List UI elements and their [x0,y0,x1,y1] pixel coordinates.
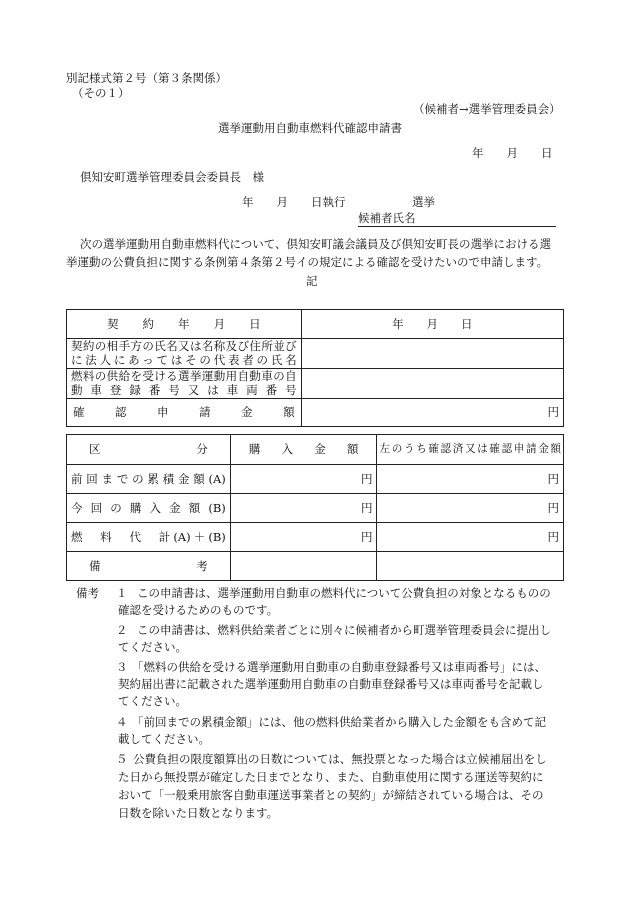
note-line: 「前回までの累積金額」には、他の燃料供給業者から購入した金額をも含めて記 [132,715,546,729]
note-line: てください。 [118,694,187,708]
requested-amount-value[interactable]: 円 [301,398,563,426]
row-label: 燃 料 代 計(A)＋(B) [67,523,231,552]
contract-table [66,309,564,427]
form-sub-number: （その１） [72,86,130,100]
note-line: 「燃料の供給を受ける選挙運動用自動車の自動車登録番号又は車両番号」には、 [132,660,546,674]
purchase-amount-cell[interactable]: 円 [230,494,377,523]
remarks-cell[interactable] [377,552,564,581]
note-number: １ [116,586,128,600]
header-purchase-amount: 購 入 金 額 [230,435,377,465]
note-number: ２ [116,623,128,637]
note-line: た日から無投票が確定した日までとなり、また、自動車使用に関する運送等契約に [118,770,544,784]
addressee: 倶知安町選挙管理委員会委員長 様 [80,170,264,184]
vehicle-number-value[interactable] [301,368,563,398]
election-label: 選挙 [412,195,435,209]
vehicle-number-row [67,368,564,398]
note-line: 公費負担の限度額算出の日数については、無投票となった場合は立候補届出をし [133,752,547,766]
candidate-name-label: 候補者氏名 [358,211,416,225]
header-category: 区 分 [67,435,231,465]
table-row [67,552,564,581]
remarks-cell[interactable] [230,552,377,581]
application-date: 年 月 日 [472,146,553,160]
note-number: ５ [116,752,128,766]
note-line: この申請書は、選挙運動用自動車の燃料代について公費負担の対象となるものの [137,586,551,600]
purchase-amount-cell[interactable]: 円 [230,523,377,552]
note-line: この申請書は、燃料供給業者ごとに別々に候補者から町選挙管理委員会に提出し [137,623,551,637]
contract-party-value[interactable] [301,339,563,369]
row-label: 前回までの累積金額(A) [67,465,231,494]
candidate-name-field[interactable] [358,212,556,227]
row-label: 備 考 [67,552,231,581]
note-line: 載してください。 [118,732,210,746]
notes-heading: 備考 [76,586,99,600]
note-line: おいて「一般乗用旅客自動車運送事業者との契約」が締結されている場合は、その [118,788,544,802]
note-number: ３ [116,660,128,674]
confirmed-amount-cell[interactable]: 円 [377,465,564,494]
ki-heading: 記 [306,274,318,288]
amount-header-row [67,435,564,465]
election-date: 年 月 日執行 [242,195,346,209]
note-line: 確認を受けるためのものです。 [118,603,279,617]
form-number: 別記様式第２号（第３条関係） [66,71,227,85]
contract-date-value[interactable]: 年 月 日 [301,310,563,339]
intro-line-2: 挙運動の公費負担に関する条例第４条第２号イの規定による確認を受けたいので申請します。 [66,255,549,269]
document-title: 選挙運動用自動車燃料代確認申請書 [218,121,402,135]
contract-party-row [67,339,564,369]
note-line: 契約届出書に記載された選挙運動用自動車の自動車登録番号又は車両番号を記載し [118,677,544,691]
confirmed-amount-cell[interactable]: 円 [377,494,564,523]
purchase-amount-cell[interactable]: 円 [230,465,377,494]
row-label: 今回の購入金額(B) [67,494,231,523]
note-line: 日数を除いた日数となります。 [118,806,279,820]
table-row [67,465,564,494]
table-row [67,523,564,552]
note-line: てください。 [118,640,187,654]
requested-amount-label: 確 認 申 請 金 額 [67,398,302,426]
contract-party-label: 契約の相手方の氏名又は名称及び住所並び に法人にあってはその代表者の氏名 [67,339,302,369]
note-number: ４ [116,715,128,729]
header-confirmed-amount: 左のうち確認済又は確認申請金額 [377,435,564,465]
vehicle-number-label: 燃料の供給を受ける選挙運動用自動車の自 動車登録番号又は車両番号 [67,368,302,398]
requested-amount-row [67,398,564,426]
amount-table [66,434,564,581]
intro-line-1: 次の選挙運動用自動車燃料代について、倶知安町議会議員及び倶知安町長の選挙における選 [80,237,552,251]
contract-date-row [67,310,564,339]
table-row [67,494,564,523]
confirmed-amount-cell[interactable]: 円 [377,523,564,552]
submission-route: （候補者→選挙管理委員会） [413,102,561,116]
contract-date-label: 契 約 年 月 日 [67,310,302,339]
